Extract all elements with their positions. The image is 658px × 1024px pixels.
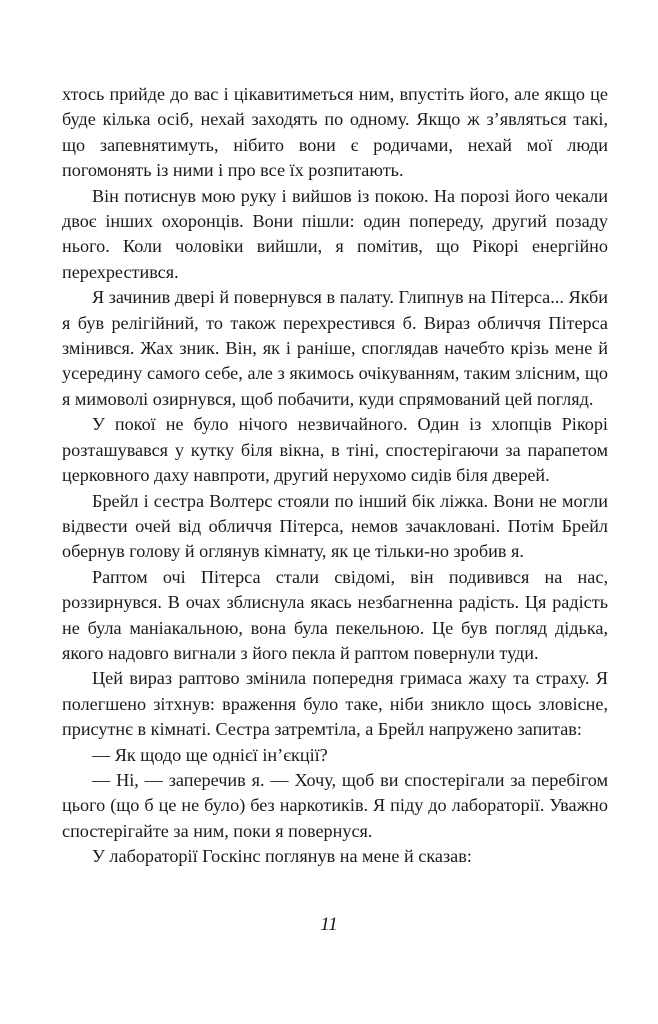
paragraph-4: У покої не було нічого незвичайного. Один із хлопців Рікорі розташувався у кутку біля вікна, в тіні, спостерігаючи за парапетом церковного даху навпроти, другий нерухомо сидів біля дверей.: [62, 414, 608, 486]
paragraph-8: — Як щодо ще однієї ін’єкції?: [92, 744, 328, 765]
paragraph-7: Цей вираз раптово змінила попередня гримаса жаху та страху. Я полегшено зітхнув: враження було таке, ніби зникло щось зловісне, присутнє в кімнаті. Сестра затремтіла, а Брейл напружено запитав:: [62, 668, 608, 740]
paragraph-1: хтось прийде до вас і цікавитиметься ним, впустіть його, але якщо це буде кілька осіб, нехай заходять по одному. Якщо ж з’являться такі, що запевнятимуть, нібито вони є родичами, нехай мої люди погомонять із ними і про все їх розпитають.: [62, 84, 608, 181]
paragraph-9: — Ні, — заперечив я. — Хочу, щоб ви спостерігали за перебігом цього (що б це не було) без наркотиків. Я піду до лабораторії. Уважно спостерігайте за ним, поки я повернуся.: [62, 769, 608, 841]
page-number: 11: [320, 914, 338, 935]
paragraph-10: У лабораторії Госкінс поглянув на мене й сказав:: [92, 846, 472, 867]
body-text: [62, 82, 608, 870]
paragraph-2: Він потиснув мою руку і вийшов із покою. На порозі його чекали двоє інших охоронців. Вони пішли: один попереду, другий позаду нього. Коли чоловіки вийшли, я помітив, що Рікорі енергійно перехрестився.: [62, 185, 608, 282]
paragraph-6: Раптом очі Пітерса стали свідомі, він подивився на нас, роззирнувся. В очах зблиснула якась незбагненна радість. Ця радість не була маніакальною, вона була пекельною. Це був погляд дідька, якого надовго вигнали з його пекла й раптом повернули туди.: [62, 566, 608, 663]
paragraph-5: Брейл і сестра Волтерс стояли по інший бік ліжка. Вони не могли відвести очей від обличчя Пітерса, немов зачакловані. Потім Брейл обернув голову й оглянув кімнату, як це тільки-но зробив я.: [62, 490, 608, 562]
paragraph-3: Я зачинив двері й повернувся в палату. Глипнув на Пітерса... Якби я був релігійний, то також перехрестився б. Вираз обличчя Пітерса змінився. Жах зник. Він, як і раніше, споглядав начебто крізь мене й усередину самого себе, але з якимось очікуванням, таким злісним, що я мимоволі озирнувся, щоб побачити, куди спрямований цей погляд.: [62, 287, 608, 409]
